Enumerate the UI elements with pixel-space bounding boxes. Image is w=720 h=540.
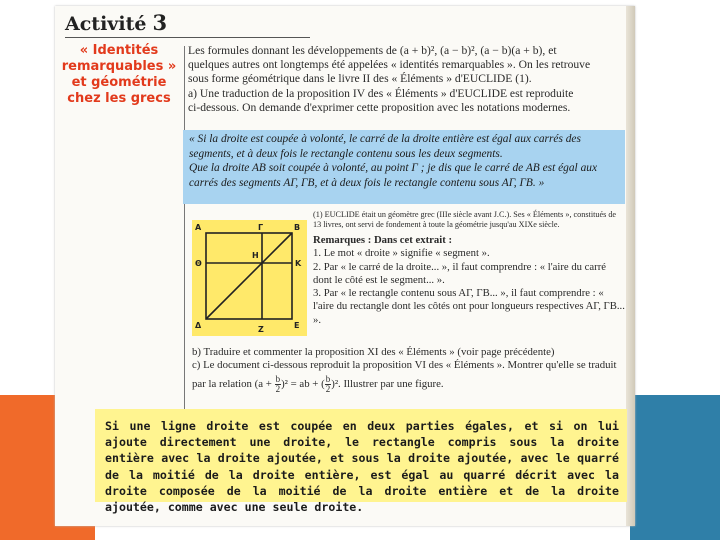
label-a: A bbox=[195, 223, 202, 232]
intro-line: quelques autres ont longtemps été appelées « identités remarquables ». On les retrouve bbox=[188, 58, 591, 72]
activity-title bbox=[65, 10, 167, 35]
remarks-section bbox=[313, 210, 625, 327]
intro-line: Les formules donnant les développements de (a + b)², (a − b)², (a − b)(a + b), et bbox=[188, 44, 557, 57]
quote-line: segments, et à deux fois le rectangle contenu sous les deux segments. bbox=[189, 147, 503, 160]
subtitle-line: « Identités bbox=[79, 43, 159, 58]
intro-paragraph bbox=[188, 44, 624, 113]
remark-item: 2. Par « le carré de la droite... », il faut comprendre : « l'aire du carré dont le côté est le segment... ». bbox=[313, 260, 607, 286]
remark-item: 1. Le mot « droite » signifie « segment ». bbox=[313, 247, 490, 260]
remarks-heading: Remarques : Dans cet extrait : bbox=[313, 234, 452, 246]
euclid-footnote: (1) EUCLIDE était un géomètre grec (IIIe siècle avant J.C.). Ses « Éléments », constitués de 13 livres, ont servi de fondement à toute la géométrie jusqu'au XIXe siècle. bbox=[313, 210, 617, 229]
quote-line: Que la droite AB soit coupée à volonté, au point Γ ; je dis que le carré de AB est égal aux bbox=[189, 162, 598, 174]
label-e: E bbox=[294, 321, 300, 330]
label-h: H bbox=[252, 251, 259, 260]
questions-section bbox=[192, 346, 622, 394]
label-k: K bbox=[295, 259, 302, 268]
diagonal-line bbox=[206, 233, 292, 319]
page-edge bbox=[626, 6, 635, 526]
question-c-line2: par la relation (a + $\frac{b}{2}$ )² = ab + ( $\frac{b}{2}$ )². Illustrer par une figure. bbox=[192, 373, 444, 394]
activity-number: 3 bbox=[152, 10, 168, 35]
subtitle-line: remarquables » bbox=[61, 59, 177, 74]
relation-term: a + bbox=[258, 377, 272, 390]
textbook-page bbox=[55, 6, 635, 526]
label-delta: Δ bbox=[195, 321, 202, 330]
title-underline bbox=[65, 37, 310, 38]
intro-line: a) Une traduction de la proposition IV des « Éléments » d'EUCLIDE est reproduite bbox=[188, 86, 574, 100]
quote-line: « Si la droite est coupée à volonté, le carré de la droite entière est égal aux carrés des bbox=[189, 133, 581, 145]
label-z: Z bbox=[258, 325, 264, 334]
proposition-vi-box bbox=[95, 409, 627, 515]
euclid-quote-box bbox=[183, 130, 625, 204]
subtitle-line: chez les grecs bbox=[67, 91, 171, 106]
label-gamma: Γ bbox=[258, 223, 264, 232]
decorative-blue-shape bbox=[630, 395, 720, 540]
question-b: b) Traduire et commenter la proposition XI des « Éléments » (voir page précédente) bbox=[192, 346, 555, 358]
relation-suffix: ². Illustrer par une figure. bbox=[334, 377, 444, 390]
remark-item: 3. Par « le rectangle contenu sous AΓ, ΓB... », il faut comprendre : « l'aire du rectangle dont les côtés ont pour longueurs respectives AΓ, ΓB... ». bbox=[313, 287, 625, 326]
geometric-figure bbox=[192, 220, 307, 336]
label-b: B bbox=[294, 223, 301, 232]
fraction-b-over-2: $\frac{b}{2}$ bbox=[275, 373, 281, 394]
proposition-vi-text: Si une ligne droite est coupée en deux parties égales, et si on lui ajoute directement une droite, le rectangle compris sous la droite entière avec la droite ajoutée, et sous la droite ajoutée, avec le quarré de la moitié de la droite entière, est égal au quarré décrit avec la droite composée de la moitié de la droite entière et de la droite ajoutée, comme avec une seule droite. bbox=[105, 419, 619, 515]
figure-drawing bbox=[192, 220, 307, 336]
subtitle-line: et géométrie bbox=[71, 75, 167, 90]
relation-prefix: par la relation bbox=[192, 377, 252, 390]
activity-subtitle bbox=[55, 43, 183, 107]
activity-title-label: Activité bbox=[65, 13, 147, 35]
relation-middle: ² = ab + bbox=[284, 377, 319, 390]
question-c-line1: c) Le document ci-dessous reproduit la proposition VI des « Éléments ». Montrer qu'elle se traduit bbox=[192, 359, 617, 372]
label-theta: Θ bbox=[195, 259, 202, 268]
fraction-b-over-2-second: $\frac{b}{2}$ bbox=[325, 373, 331, 394]
quote-line: carrés des segments AΓ, ΓB, et à deux fois le rectangle contenu sous AΓ, ΓB. » bbox=[189, 176, 545, 189]
intro-line: ci-dessous. On demande d'exprimer cette proposition avec les notations modernes. bbox=[188, 100, 571, 113]
intro-line: sous forme géométrique dans le livre II des « Éléments » d'EUCLIDE (1). bbox=[188, 72, 532, 86]
